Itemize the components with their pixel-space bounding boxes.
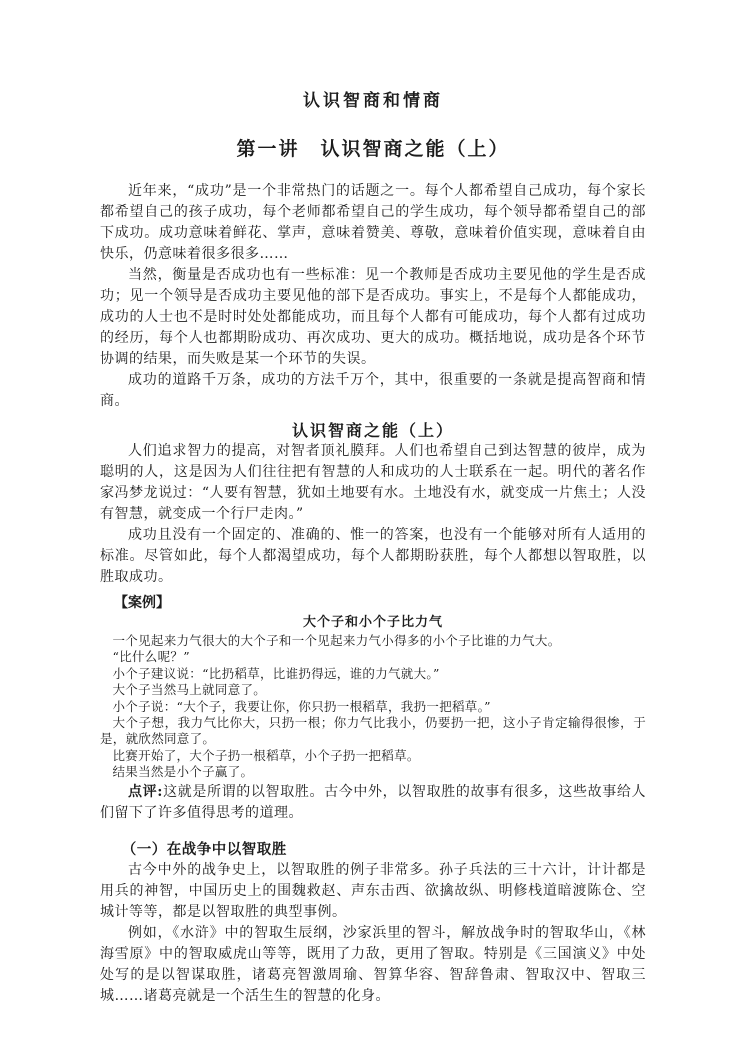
subsection-paragraph-2: 例如，《水浒》中的智取生辰纲，沙家浜里的智斗，解放战争时的智取华山，《林海雪原》中的智取威虎山等等，既用了力敌，更用了智取。特别是《三国演义》中处处写的是以智谋取胜，诸葛亮智激周瑜、智算华容、智辞鲁肃、智取汉中、智取三城……诸葛亮就是一个活生生的智慧的化身。 [100,924,646,1004]
page-content [100,0,646,1007]
case-label: 【案例】 [114,595,170,611]
lecture-title: 第一讲 认识智商之能（上） [236,138,510,160]
case-line-7: 比赛开始了，大个子扔一根稻草，小个子扔一把稻草。 [112,747,420,763]
section-paragraph-2: 成功且没有一个固定的、准确的、惟一的答案，也没有一个能够对所有人适用的标准。尽管如此，每个人都渴望成功，每个人都期盼获胜，每个人都想以智取胜，以胜取成功。 [100,527,646,585]
case-line-1: 一个见起来力气很大的大个子和一个见起来力气小得多的小个子比谁的力气大。 [112,633,561,648]
case-block [100,593,646,824]
subsection-paragraph-1: 古今中外的战争史上，以智取胜的例子非常多。孙子兵法的三十六计，计计都是用兵的神智，中国历史上的围魏救赵、声东击西、欲擒故纵、明修栈道暗渡陈仓、空城计等等，都是以智取胜的典型事例。 [100,861,646,920]
case-line-2: “比什么呢？” [112,649,190,665]
subsection-heading: （一）在战争中以智取胜 [121,840,287,858]
case-line-8: 结果当然是小个子赢了。 [112,764,254,780]
intro-paragraph-2: 当然，衡量是否成功也有一些标准：见一个教师是否成功主要见他的学生是否成功；见一个领导是否成功主要见他的部下是否成功。事实上，不是每个人都能成功，成功的人士也不是时时处处都能成功，而且每个人都有可能成功，每个人都有过成功的经历，每个人也都期盼成功、再次成功、更大的成功。概括地说，成功是各个环节协调的结果，而失败是某一个环节的失误。 [100,267,646,367]
intro-paragraph-3: 成功的道路千万条，成功的方法千万个，其中，很重要的一条就是提高智商和情商。 [100,372,646,409]
document-title: 认识智商和情商 [303,91,443,111]
comment-text: 这就是所谓的以智取胜。古今中外，以智取胜的故事有很多，这些故事给人们留下了许多值得思考的道理。 [100,783,647,821]
case-line-6: 大个子想，我力气比你大，只扔一根；你力气比我小，仍要扔一把，这小子肯定输得很惨，于是，就欣然同意了。 [100,715,646,747]
case-title: 大个子和小个子比力气 [302,615,443,630]
section-heading: 认识智商之能（上） [291,421,454,440]
case-comment [100,782,646,824]
intro-paragraph-1: 近年来，“成功”是一个非常热门的话题之一。每个人都希望自己成功，每个家长都希望自己的孩子成功，每个老师都希望自己的学生成功，每个领导都希望自己的部下成功。成功意味着鲜花、掌声，意味着赞美、尊敬，意味着价值实现，意味着自由快乐，仍意味着很多很多…… [100,183,646,262]
comment-label: 点评: [128,783,163,800]
case-line-5: 小个子说：“大个子，我要让你，你只扔一根稻草，我扔一把稻草。” [112,698,491,714]
case-line-3: 小个子建议说：“比扔稻草，比谁扔得远，谁的力气就大。” [112,665,440,681]
section-paragraph-1: 人们追求智力的提高，对智者顶礼膜拜。人们也希望自己到达智慧的彼岸，成为聪明的人，这是因为人们往往把有智慧的人和成功的人士联系在一起。明代的著名作家冯梦龙说过：“人要有智慧，犹如土地要有水。土地没有水，就变成一片焦土；人没有智慧，就变成一个行尸走肉。” [100,443,646,522]
case-line-4: 大个子当然马上就同意了。 [112,682,267,698]
